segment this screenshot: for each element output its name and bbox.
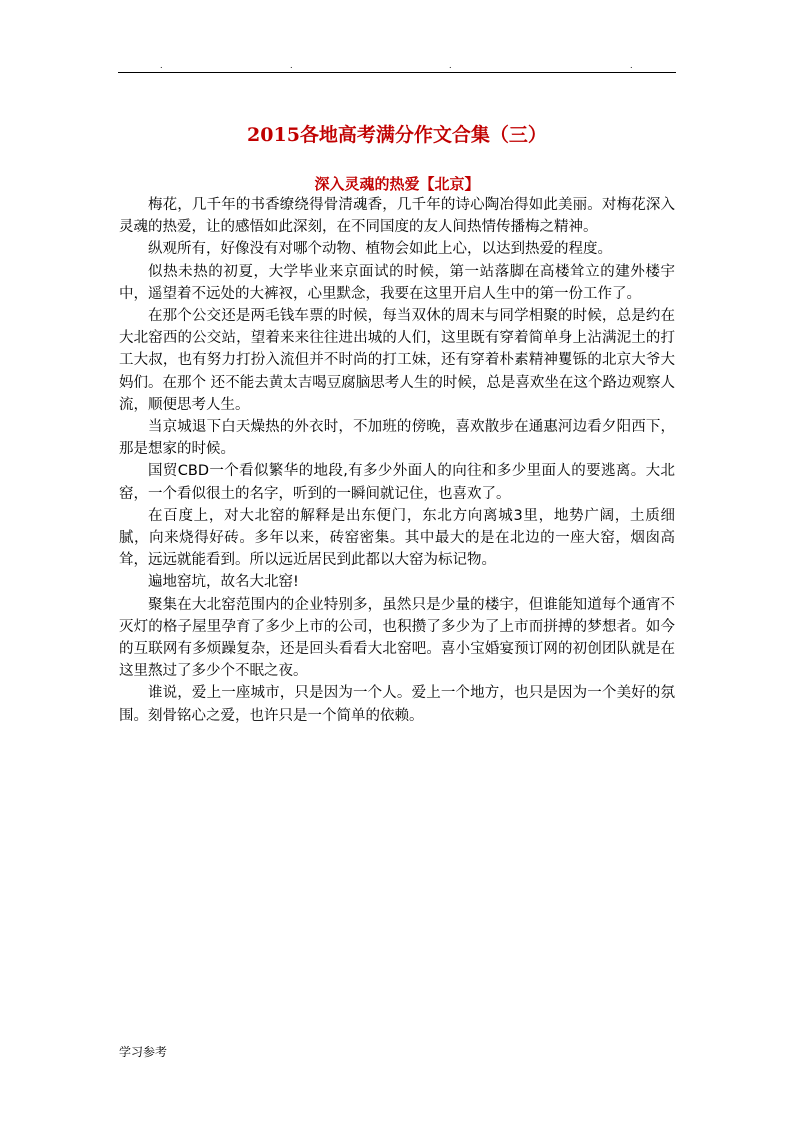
essay-body bbox=[119, 194, 675, 727]
page-title: 2015各地高考满分作文合集（三） bbox=[247, 124, 547, 146]
footer-label: 学习参考 bbox=[119, 1045, 168, 1059]
header-dot: . bbox=[449, 61, 452, 70]
paragraph: 当京城退下白天燥热的外衣时，不加班的傍晚，喜欢散步在通惠河边看夕阳西下，那是想家的时候。 bbox=[119, 419, 675, 458]
header-dot: . bbox=[160, 61, 163, 70]
paragraph: 谁说，爱上一座城市，只是因为一个人。爱上一个地方，也只是因为一个美好的氛围。刻骨铭心之爱，也许只是一个简单的依赖。 bbox=[119, 685, 675, 724]
header-dot: . bbox=[290, 61, 293, 70]
paragraph: 在百度上，对大北窑的解释是出东便门，东北方向离城3里，地势广阔，土质细腻，向来烧得好砖。多年以来，砖窑密集。其中最大的是在北边的一座大窑，烟囱高耸，远远就能看到。所以远近居民到此都以大窑为标记物。 bbox=[119, 507, 675, 569]
header-rule bbox=[118, 72, 676, 73]
paragraph: 国贸CBD一个看似繁华的地段,有多少外面人的向往和多少里面人的要逃离。大北窑，一个看似很土的名字，听到的一瞬间就记住，也喜欢了。 bbox=[119, 463, 675, 502]
paragraph: 在那个公交还是两毛钱车票的时候，每当双休的周末与同学相聚的时候，总是约在大北窑西的公交站，望着来来往往进出城的人们，这里既有穿着简单身上沾满泥土的打工大叔，也有努力打扮入流但并不时尚的打工妹，还有穿着朴素精神矍铄的北京大爷大妈们。在那个 还不能去黄太吉喝豆腐脑思考人生的时候，总是喜欢坐在这个路边观察人流，顺便思考人生。 bbox=[119, 308, 675, 413]
paragraph: 梅花，几千年的书香缭绕得骨清魂香，几千年的诗心陶冶得如此美丽。对梅花深入灵魂的热爱，让的感悟如此深刻，在不同国度的友人间热情传播梅之精神。 bbox=[119, 197, 675, 236]
essay-heading: 深入灵魂的热爱【北京】 bbox=[314, 175, 480, 193]
header-dot: . bbox=[630, 61, 633, 70]
paragraph: 纵观所有，好像没有对哪个动物、植物会如此上心，以达到热爱的程度。 bbox=[148, 241, 612, 258]
paragraph: 似热未热的初夏，大学毕业来京面试的时候，第一站落脚在高楼耸立的建外楼宇中，遥望着不远处的大裤衩，心里默念，我要在这里开启人生中的第一份工作了。 bbox=[119, 263, 675, 302]
paragraph: 聚集在大北窑范围内的企业特别多，虽然只是少量的楼宇，但谁能知道每个通宵不灭灯的格子屋里孕育了多少上市的公司，也积攒了多少为了上市而拼搏的梦想者。如今的互联网有多烦躁复杂，还是回头看看大北窑吧。喜小宝婚宴预订网的初创团队就是在这里熬过了多少个不眠之夜。 bbox=[119, 596, 675, 680]
paragraph: 遍地窑坑，故名大北窑! bbox=[148, 574, 299, 591]
